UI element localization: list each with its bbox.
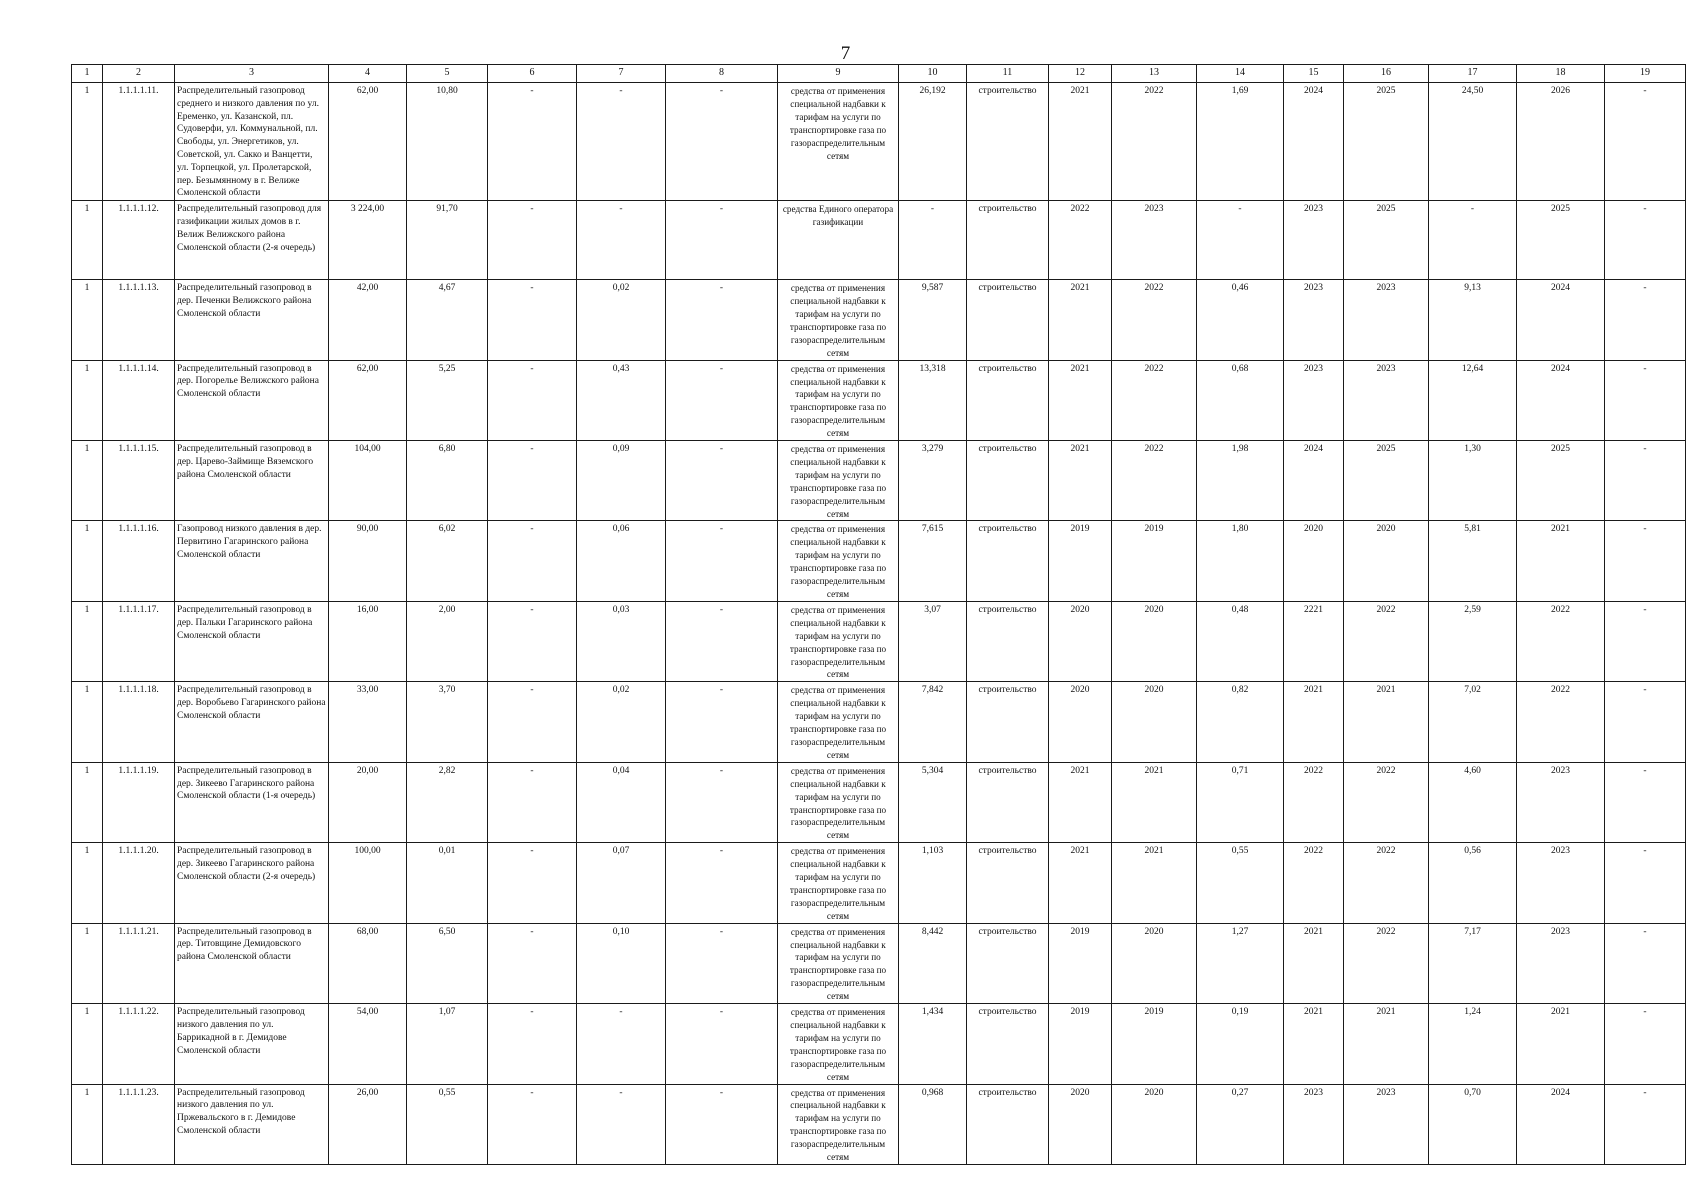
program-table: [71, 64, 1686, 1165]
cell-col-14: 0,27: [1197, 1084, 1284, 1164]
cell-col-19: -: [1605, 682, 1686, 762]
cell-work-type: строительство: [967, 360, 1049, 440]
cell-row-number: 1: [72, 201, 103, 280]
cell-col-14: 0,55: [1197, 843, 1284, 923]
cell-col-6: -: [488, 843, 577, 923]
cell-col-14: 0,19: [1197, 1004, 1284, 1084]
cell-start-year: 2021: [1049, 83, 1112, 201]
cell-start-year: 2021: [1049, 360, 1112, 440]
cell-col-6: -: [488, 360, 577, 440]
cell-row-number: 1: [72, 83, 103, 201]
cell-item-code: 1.1.1.1.13.: [103, 280, 175, 360]
cell-cost: 7,615: [899, 521, 967, 601]
cell-col-14: 0,68: [1197, 360, 1284, 440]
cell-start-year: 2020: [1049, 1084, 1112, 1164]
cell-col-15: 2023: [1284, 201, 1344, 280]
cell-col-16: 2022: [1344, 843, 1429, 923]
cell-col-19: -: [1605, 762, 1686, 842]
cell-col-8: -: [666, 682, 778, 762]
cell-col-18: 2023: [1517, 843, 1605, 923]
cell-col-6: -: [488, 1084, 577, 1164]
column-header-17: 17: [1429, 65, 1517, 83]
cell-end-year: 2020: [1112, 601, 1197, 681]
cell-row-number: 1: [72, 923, 103, 1003]
cell-col-7: 0,03: [577, 601, 666, 681]
cell-item-code: 1.1.1.1.21.: [103, 923, 175, 1003]
table-row: [72, 441, 1686, 521]
table-row: [72, 1004, 1686, 1084]
cell-col-14: 1,69: [1197, 83, 1284, 201]
cell-start-year: 2019: [1049, 521, 1112, 601]
cell-funding-source: средства от применения специальной надбавки к тарифам на услуги по транспортировке газа по газораспределительным сетям: [778, 1084, 899, 1164]
cell-col-8: -: [666, 762, 778, 842]
cell-col-6: -: [488, 83, 577, 201]
column-header-3: 3: [175, 65, 329, 83]
cell-col-6: -: [488, 601, 577, 681]
cell-cost: 1,103: [899, 843, 967, 923]
cell-start-year: 2022: [1049, 201, 1112, 280]
cell-col-15: 2021: [1284, 682, 1344, 762]
cell-col-6: -: [488, 762, 577, 842]
cell-work-type: строительство: [967, 1084, 1049, 1164]
cell-col-19: -: [1605, 360, 1686, 440]
cell-length: 62,00: [329, 360, 407, 440]
cell-capacity: 6,80: [407, 441, 488, 521]
cell-length: 68,00: [329, 923, 407, 1003]
cell-col-19: -: [1605, 83, 1686, 201]
column-header-6: 6: [488, 65, 577, 83]
cell-cost: 3,279: [899, 441, 967, 521]
cell-length: 100,00: [329, 843, 407, 923]
cell-col-19: -: [1605, 923, 1686, 1003]
cell-object-name: Распределительный газопровод низкого давления по ул. Пржевальского в г. Демидове Смоленской области: [175, 1084, 329, 1164]
column-header-16: 16: [1344, 65, 1429, 83]
cell-col-18: 2025: [1517, 441, 1605, 521]
cell-length: 90,00: [329, 521, 407, 601]
column-header-5: 5: [407, 65, 488, 83]
cell-funding-source: средства от применения специальной надбавки к тарифам на услуги по транспортировке газа по газораспределительным сетям: [778, 762, 899, 842]
table-body: [72, 83, 1686, 1165]
cell-row-number: 1: [72, 521, 103, 601]
cell-col-6: -: [488, 201, 577, 280]
cell-funding-source: средства от применения специальной надбавки к тарифам на услуги по транспортировке газа по газораспределительным сетям: [778, 1004, 899, 1084]
cell-funding-source: средства от применения специальной надбавки к тарифам на услуги по транспортировке газа по газораспределительным сетям: [778, 682, 899, 762]
cell-capacity: 91,70: [407, 201, 488, 280]
cell-work-type: строительство: [967, 441, 1049, 521]
cell-object-name: Распределительный газопровод в дер. Пальки Гагаринского района Смоленской области: [175, 601, 329, 681]
cell-col-14: 0,71: [1197, 762, 1284, 842]
cell-col-14: 0,48: [1197, 601, 1284, 681]
page-number: 7: [840, 43, 851, 64]
cell-cost: 3,07: [899, 601, 967, 681]
cell-col-17: 1,30: [1429, 441, 1517, 521]
cell-object-name: Распределительный газопровод для газификации жилых домов в г. Велиж Велижского района Смоленской области (2-я очередь): [175, 201, 329, 280]
column-header-18: 18: [1517, 65, 1605, 83]
cell-item-code: 1.1.1.1.20.: [103, 843, 175, 923]
cell-col-19: -: [1605, 601, 1686, 681]
cell-capacity: 2,00: [407, 601, 488, 681]
cell-col-15: 2023: [1284, 280, 1344, 360]
cell-object-name: Распределительный газопровод в дер. Печенки Велижского района Смоленской области: [175, 280, 329, 360]
cell-row-number: 1: [72, 682, 103, 762]
cell-object-name: Распределительный газопровод в дер. Погорелье Велижского района Смоленской области: [175, 360, 329, 440]
cell-object-name: Газопровод низкого давления в дер. Первитино Гагаринского района Смоленской области: [175, 521, 329, 601]
cell-col-18: 2024: [1517, 360, 1605, 440]
cell-col-18: 2022: [1517, 601, 1605, 681]
cell-col-18: 2024: [1517, 1084, 1605, 1164]
cell-row-number: 1: [72, 601, 103, 681]
cell-object-name: Распределительный газопровод низкого давления по ул. Баррикадной в г. Демидове Смоленской области: [175, 1004, 329, 1084]
cell-col-17: 9,13: [1429, 280, 1517, 360]
cell-cost: 13,318: [899, 360, 967, 440]
cell-cost: 1,434: [899, 1004, 967, 1084]
cell-work-type: строительство: [967, 843, 1049, 923]
cell-col-15: 2023: [1284, 1084, 1344, 1164]
cell-object-name: Распределительный газопровод в дер. Зикеево Гагаринского района Смоленской области (1-я очередь): [175, 762, 329, 842]
column-header-14: 14: [1197, 65, 1284, 83]
cell-col-6: -: [488, 280, 577, 360]
cell-length: 3 224,00: [329, 201, 407, 280]
cell-funding-source: средства от применения специальной надбавки к тарифам на услуги по транспортировке газа по газораспределительным сетям: [778, 280, 899, 360]
cell-work-type: строительство: [967, 923, 1049, 1003]
table-row: [72, 601, 1686, 681]
cell-item-code: 1.1.1.1.11.: [103, 83, 175, 201]
cell-col-17: 7,17: [1429, 923, 1517, 1003]
cell-col-19: -: [1605, 843, 1686, 923]
cell-col-16: 2021: [1344, 1004, 1429, 1084]
cell-col-7: 0,04: [577, 762, 666, 842]
cell-capacity: 2,82: [407, 762, 488, 842]
cell-col-7: 0,06: [577, 521, 666, 601]
cell-col-17: 5,81: [1429, 521, 1517, 601]
cell-capacity: 5,25: [407, 360, 488, 440]
cell-col-17: 0,56: [1429, 843, 1517, 923]
cell-col-16: 2022: [1344, 601, 1429, 681]
cell-col-15: 2020: [1284, 521, 1344, 601]
cell-funding-source: средства от применения специальной надбавки к тарифам на услуги по транспортировке газа по газораспределительным сетям: [778, 441, 899, 521]
cell-end-year: 2019: [1112, 1004, 1197, 1084]
cell-row-number: 1: [72, 441, 103, 521]
cell-length: 42,00: [329, 280, 407, 360]
cell-length: 16,00: [329, 601, 407, 681]
cell-object-name: Распределительный газопровод в дер. Титовщине Демидовского района Смоленской области: [175, 923, 329, 1003]
cell-row-number: 1: [72, 280, 103, 360]
cell-col-6: -: [488, 441, 577, 521]
cell-col-15: 2221: [1284, 601, 1344, 681]
cell-cost: 8,442: [899, 923, 967, 1003]
cell-col-8: -: [666, 1004, 778, 1084]
cell-col-14: 0,82: [1197, 682, 1284, 762]
cell-capacity: 6,02: [407, 521, 488, 601]
column-header-2: 2: [103, 65, 175, 83]
table-row: [72, 1084, 1686, 1164]
column-header-4: 4: [329, 65, 407, 83]
cell-start-year: 2019: [1049, 923, 1112, 1003]
cell-item-code: 1.1.1.1.17.: [103, 601, 175, 681]
cell-work-type: строительство: [967, 521, 1049, 601]
cell-col-15: 2022: [1284, 762, 1344, 842]
cell-cost: 0,968: [899, 1084, 967, 1164]
cell-col-6: -: [488, 1004, 577, 1084]
cell-col-8: -: [666, 280, 778, 360]
cell-length: 33,00: [329, 682, 407, 762]
cell-funding-source: средства от применения специальной надбавки к тарифам на услуги по транспортировке газа по газораспределительным сетям: [778, 360, 899, 440]
cell-col-14: -: [1197, 201, 1284, 280]
cell-col-18: 2024: [1517, 280, 1605, 360]
cell-cost: 5,304: [899, 762, 967, 842]
cell-col-19: -: [1605, 441, 1686, 521]
cell-col-19: -: [1605, 201, 1686, 280]
cell-col-18: 2023: [1517, 923, 1605, 1003]
cell-col-7: -: [577, 201, 666, 280]
cell-funding-source: средства от применения специальной надбавки к тарифам на услуги по транспортировке газа по газораспределительным сетям: [778, 843, 899, 923]
cell-col-8: -: [666, 201, 778, 280]
cell-col-17: 24,50: [1429, 83, 1517, 201]
cell-work-type: строительство: [967, 280, 1049, 360]
cell-work-type: строительство: [967, 762, 1049, 842]
cell-length: 54,00: [329, 1004, 407, 1084]
cell-col-17: 4,60: [1429, 762, 1517, 842]
cell-col-7: 0,43: [577, 360, 666, 440]
column-header-7: 7: [577, 65, 666, 83]
cell-col-8: -: [666, 1084, 778, 1164]
cell-col-7: -: [577, 1084, 666, 1164]
cell-item-code: 1.1.1.1.18.: [103, 682, 175, 762]
cell-col-16: 2023: [1344, 280, 1429, 360]
cell-col-7: 0,02: [577, 682, 666, 762]
cell-col-17: 12,64: [1429, 360, 1517, 440]
cell-col-7: 0,07: [577, 843, 666, 923]
cell-col-19: -: [1605, 1084, 1686, 1164]
cell-col-17: 1,24: [1429, 1004, 1517, 1084]
cell-col-8: -: [666, 83, 778, 201]
cell-col-16: 2025: [1344, 83, 1429, 201]
table-row: [72, 280, 1686, 360]
cell-cost: 26,192: [899, 83, 967, 201]
cell-length: 20,00: [329, 762, 407, 842]
cell-row-number: 1: [72, 1004, 103, 1084]
cell-start-year: 2021: [1049, 843, 1112, 923]
cell-col-19: -: [1605, 521, 1686, 601]
cell-col-18: 2021: [1517, 521, 1605, 601]
cell-item-code: 1.1.1.1.23.: [103, 1084, 175, 1164]
cell-funding-source: средства от применения специальной надбавки к тарифам на услуги по транспортировке газа по газораспределительным сетям: [778, 923, 899, 1003]
cell-work-type: строительство: [967, 201, 1049, 280]
cell-col-6: -: [488, 682, 577, 762]
cell-col-8: -: [666, 521, 778, 601]
cell-col-8: -: [666, 923, 778, 1003]
cell-work-type: строительство: [967, 601, 1049, 681]
cell-work-type: строительство: [967, 83, 1049, 201]
cell-col-18: 2025: [1517, 201, 1605, 280]
column-header-11: 11: [967, 65, 1049, 83]
cell-col-15: 2024: [1284, 441, 1344, 521]
cell-item-code: 1.1.1.1.14.: [103, 360, 175, 440]
cell-item-code: 1.1.1.1.15.: [103, 441, 175, 521]
column-header-8: 8: [666, 65, 778, 83]
cell-col-14: 1,27: [1197, 923, 1284, 1003]
cell-col-16: 2025: [1344, 441, 1429, 521]
cell-col-16: 2020: [1344, 521, 1429, 601]
cell-col-15: 2023: [1284, 360, 1344, 440]
cell-col-6: -: [488, 923, 577, 1003]
column-header-19: 19: [1605, 65, 1686, 83]
column-header-10: 10: [899, 65, 967, 83]
cell-end-year: 2020: [1112, 923, 1197, 1003]
cell-cost: 7,842: [899, 682, 967, 762]
cell-length: 26,00: [329, 1084, 407, 1164]
cell-col-15: 2021: [1284, 923, 1344, 1003]
table-row: [72, 201, 1686, 280]
cell-capacity: 0,55: [407, 1084, 488, 1164]
cell-col-18: 2022: [1517, 682, 1605, 762]
cell-col-8: -: [666, 601, 778, 681]
cell-end-year: 2023: [1112, 201, 1197, 280]
cell-start-year: 2019: [1049, 1004, 1112, 1084]
column-header-12: 12: [1049, 65, 1112, 83]
cell-col-14: 1,80: [1197, 521, 1284, 601]
table-row: [72, 682, 1686, 762]
cell-col-8: -: [666, 843, 778, 923]
cell-start-year: 2021: [1049, 762, 1112, 842]
cell-funding-source: средства Единого оператора газификации: [778, 201, 899, 280]
table-row: [72, 843, 1686, 923]
cell-end-year: 2022: [1112, 83, 1197, 201]
cell-start-year: 2021: [1049, 280, 1112, 360]
cell-row-number: 1: [72, 843, 103, 923]
column-header-1: 1: [72, 65, 103, 83]
cell-end-year: 2019: [1112, 521, 1197, 601]
cell-length: 104,00: [329, 441, 407, 521]
cell-capacity: 10,80: [407, 83, 488, 201]
cell-col-7: 0,09: [577, 441, 666, 521]
cell-object-name: Распределительный газопровод в дер. Воробьево Гагаринского района Смоленской области: [175, 682, 329, 762]
cell-start-year: 2020: [1049, 601, 1112, 681]
cell-end-year: 2020: [1112, 1084, 1197, 1164]
cell-end-year: 2021: [1112, 762, 1197, 842]
cell-work-type: строительство: [967, 1004, 1049, 1084]
cell-col-17: 0,70: [1429, 1084, 1517, 1164]
column-header-9: 9: [778, 65, 899, 83]
column-header-13: 13: [1112, 65, 1197, 83]
cell-col-7: 0,02: [577, 280, 666, 360]
cell-col-19: -: [1605, 280, 1686, 360]
cell-col-16: 2022: [1344, 923, 1429, 1003]
table-row: [72, 521, 1686, 601]
cell-col-17: 7,02: [1429, 682, 1517, 762]
table-row: [72, 83, 1686, 201]
table-row: [72, 360, 1686, 440]
cell-funding-source: средства от применения специальной надбавки к тарифам на услуги по транспортировке газа по газораспределительным сетям: [778, 83, 899, 201]
cell-col-14: 0,46: [1197, 280, 1284, 360]
cell-col-6: -: [488, 521, 577, 601]
cell-length: 62,00: [329, 83, 407, 201]
cell-col-17: -: [1429, 201, 1517, 280]
cell-col-15: 2024: [1284, 83, 1344, 201]
cell-start-year: 2021: [1049, 441, 1112, 521]
cell-col-18: 2026: [1517, 83, 1605, 201]
cell-col-15: 2022: [1284, 843, 1344, 923]
table-row: [72, 762, 1686, 842]
cell-col-17: 2,59: [1429, 601, 1517, 681]
cell-col-7: 0,10: [577, 923, 666, 1003]
cell-object-name: Распределительный газопровод в дер. Зикеево Гагаринского района Смоленской области (2-я очередь): [175, 843, 329, 923]
table-header: [72, 65, 1686, 83]
column-header-15: 15: [1284, 65, 1344, 83]
cell-col-7: -: [577, 1004, 666, 1084]
cell-start-year: 2020: [1049, 682, 1112, 762]
cell-col-16: 2023: [1344, 360, 1429, 440]
cell-work-type: строительство: [967, 682, 1049, 762]
cell-capacity: 3,70: [407, 682, 488, 762]
cell-capacity: 1,07: [407, 1004, 488, 1084]
cell-col-16: 2025: [1344, 201, 1429, 280]
cell-funding-source: средства от применения специальной надбавки к тарифам на услуги по транспортировке газа по газораспределительным сетям: [778, 601, 899, 681]
cell-col-15: 2021: [1284, 1004, 1344, 1084]
cell-col-16: 2021: [1344, 682, 1429, 762]
cell-item-code: 1.1.1.1.19.: [103, 762, 175, 842]
cell-col-16: 2023: [1344, 1084, 1429, 1164]
cell-end-year: 2021: [1112, 843, 1197, 923]
column-number-row: [72, 65, 1686, 83]
cell-object-name: Распределительный газопровод в дер. Царево-Займище Вяземского района Смоленской области: [175, 441, 329, 521]
cell-row-number: 1: [72, 762, 103, 842]
cell-cost: -: [899, 201, 967, 280]
cell-col-18: 2023: [1517, 762, 1605, 842]
cell-funding-source: средства от применения специальной надбавки к тарифам на услуги по транспортировке газа по газораспределительным сетям: [778, 521, 899, 601]
cell-col-16: 2022: [1344, 762, 1429, 842]
cell-cost: 9,587: [899, 280, 967, 360]
table-row: [72, 923, 1686, 1003]
cell-col-14: 1,98: [1197, 441, 1284, 521]
cell-capacity: 4,67: [407, 280, 488, 360]
cell-end-year: 2022: [1112, 280, 1197, 360]
cell-row-number: 1: [72, 1084, 103, 1164]
cell-col-18: 2021: [1517, 1004, 1605, 1084]
cell-end-year: 2020: [1112, 682, 1197, 762]
cell-col-19: -: [1605, 1004, 1686, 1084]
cell-end-year: 2022: [1112, 360, 1197, 440]
cell-item-code: 1.1.1.1.16.: [103, 521, 175, 601]
cell-col-8: -: [666, 360, 778, 440]
cell-item-code: 1.1.1.1.22.: [103, 1004, 175, 1084]
cell-object-name: Распределительный газопровод среднего и низкого давления по ул. Еременко, ул. Казанской, пл. Судоверфи, ул. Коммунальной, пл. Свободы, ул. Энергетиков, ул. Советской, ул. Сакко и Ванцетти, ул. Торпецкой, ул. Пролетарской, пер. Безымянному в г. Велиже Смоленской области: [175, 83, 329, 201]
cell-end-year: 2022: [1112, 441, 1197, 521]
cell-col-7: -: [577, 83, 666, 201]
cell-capacity: 6,50: [407, 923, 488, 1003]
cell-col-8: -: [666, 441, 778, 521]
cell-item-code: 1.1.1.1.12.: [103, 201, 175, 280]
cell-capacity: 0,01: [407, 843, 488, 923]
cell-row-number: 1: [72, 360, 103, 440]
